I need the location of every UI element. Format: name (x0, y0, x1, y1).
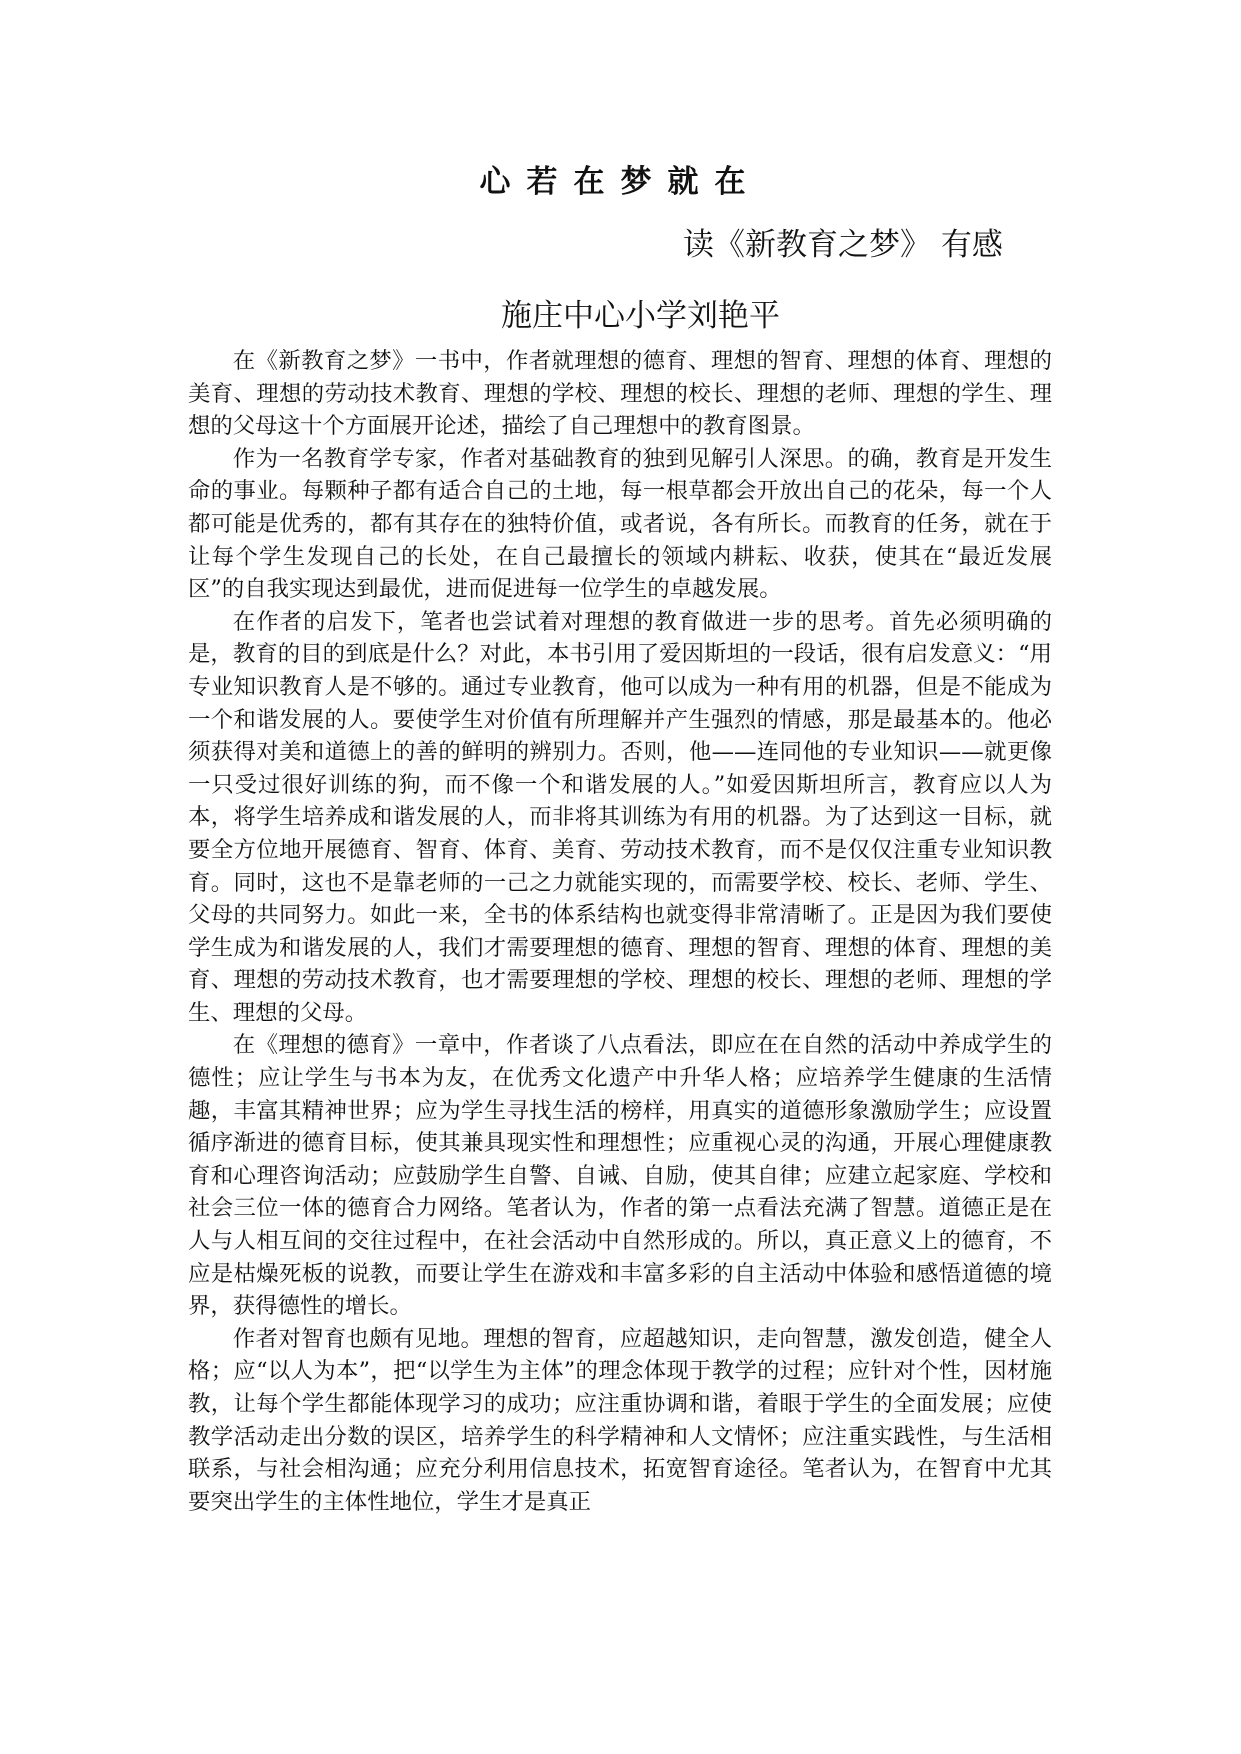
paragraph: 在作者的启发下，笔者也尝试着对理想的教育做进一步的思考。首先必须明确的是，教育的目的到底是什么？对此，本书引用了爱因斯坦的一段话，很有启发意义：“用专业知识教育人是不够的。通过专业教育，他可以成为一种有用的机器，但是不能成为一个和谐发展的人。要使学生对价值有所理解并产生强烈的情感，那是最基本的。他必须获得对美和道德上的善的鲜明的辨别力。否则，他——连同他的专业知识——就更像一只受过很好训练的狗，而不像一个和谐发展的人。”如爱因斯坦所言，教育应以人为本，将学生培养成和谐发展的人，而非将其训练为有用的机器。为了达到这一目标，就要全方位地开展德育、智育、体育、美育、劳动技术教育，而不是仅仅注重专业知识教育。同时，这也不是靠老师的一己之力就能实现的，而需要学校、校长、老师、学生、父母的共同努力。如此一来，全书的体系结构也就变得非常清晰了。正是因为我们要使学生成为和谐发展的人，我们才需要理想的德育、理想的智育、理想的体育、理想的美育、理想的劳动技术教育，也才需要理想的学校、理想的校长、理想的老师、理想的学生、理想的父母。 (188, 608, 1052, 1026)
paragraph: 作为一名教育学专家，作者对基础教育的独到见解引人深思。的确，教育是开发生命的事业。每颗种子都有适合自己的土地，每一根草都会开放出自己的花朵，每一个人都可能是优秀的，都有其存在的独特价值，或者说，各有所长。而教育的任务，就在于让每个学生发现自己的长处，在自己最擅长的领域内耕耘、收获，使其在“最近发展区”的自我实现达到最优，进而促进每一位学生的卓越发展。 (188, 445, 1052, 603)
paragraph: 在《新教育之梦》一书中，作者就理想的德育、理想的智育、理想的体育、理想的美育、理想的劳动技术教育、理想的学校、理想的校长、理想的老师、理想的学生、理想的父母这十个方面展开论述，描绘了自己理想中的教育图景。 (188, 348, 1052, 440)
paragraph: 作者对智育也颇有见地。理想的智育，应超越知识，走向智慧，激发创造，健全人格；应“以人为本”，把“以学生为主体”的理念体现于教学的过程；应针对个性，因材施教，让每个学生都能体现学习的成功；应注重协调和谐，着眼于学生的全面发展；应使教学活动走出分数的误区，培养学生的科学精神和人文情怀；应注重实践性，与生活相联系，与社会相沟通；应充分利用信息技术，拓宽智育途径。笔者认为，在智育中尤其要突出学生的主体性地位，学生才是真正 (188, 1325, 1052, 1515)
document-author: 施庄中心小学刘艳平 (501, 298, 780, 334)
document-body (188, 345, 1052, 1518)
document-subtitle: 读《新教育之梦》 有感 (683, 227, 1003, 263)
paragraph: 在《理想的德育》一章中，作者谈了八点看法，即应在在自然的活动中养成学生的德性；应让学生与书本为友，在优秀文化遗产中升华人格；应培养学生健康的生活情趣，丰富其精神世界；应为学生寻找生活的榜样，用真实的道德形象激励学生；应设置循序渐进的德育目标，使其兼具现实性和理想性；应重视心灵的沟通，开展心理健康教育和心理咨询活动；应鼓励学生自警、自诫、自励，使其自律；应建立起家庭、学校和社会三位一体的德育合力网络。笔者认为，作者的第一点看法充满了智慧。道德正是在人与人相互间的交往过程中，在社会活动中自然形成的。所以，真正意义上的德育，不应是枯燥死板的说教，而要让学生在游戏和丰富多彩的自主活动中体验和感悟道德的境界，获得德性的增长。 (188, 1032, 1052, 1320)
document-title: 心若在梦就在 (479, 164, 762, 200)
